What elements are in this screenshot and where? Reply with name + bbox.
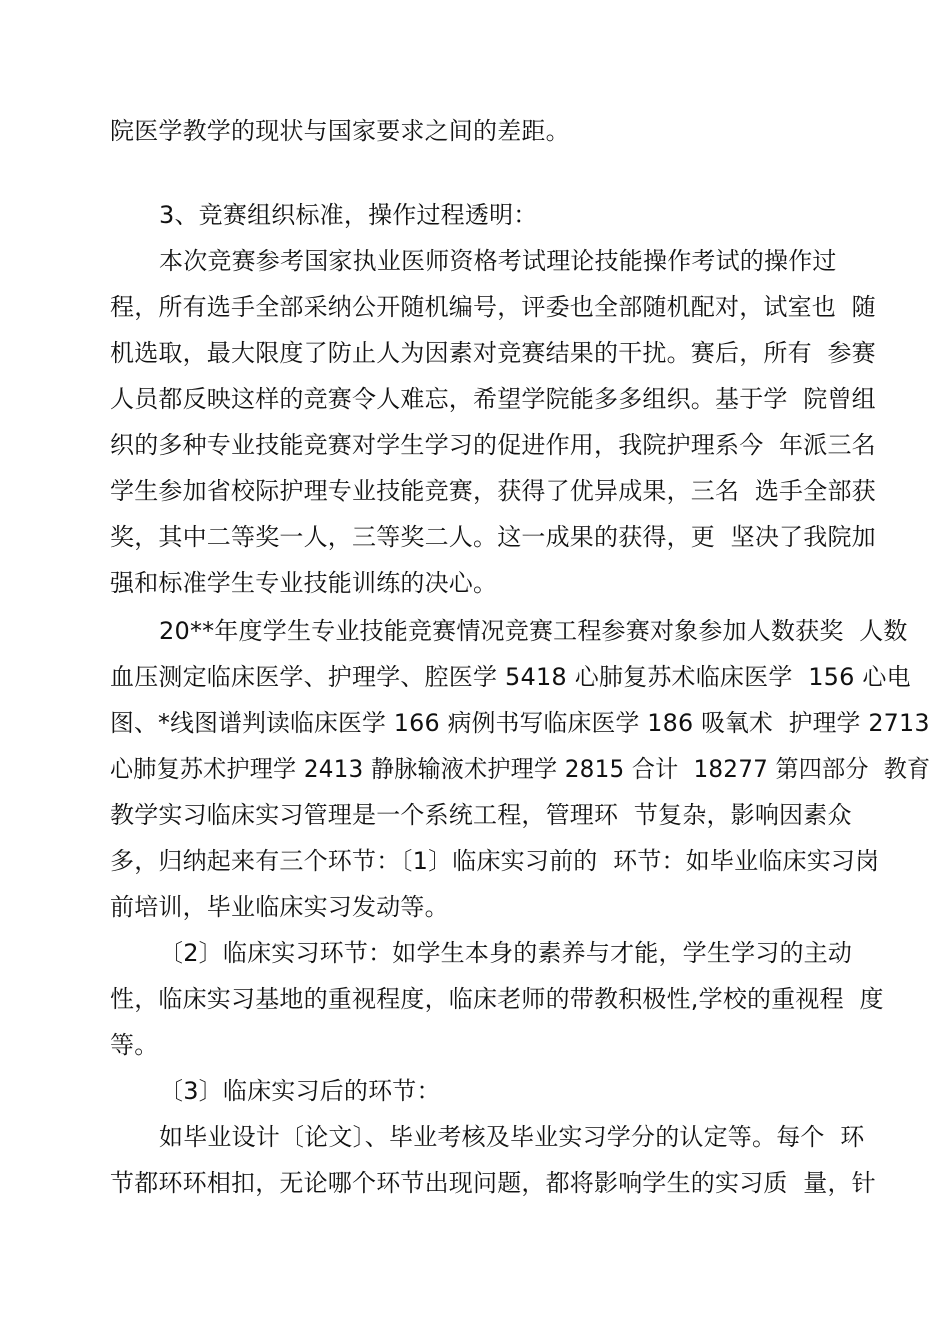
text-line: 20**年度学生专业技能竞赛情况竞赛工程参赛对象参加人数获奖 人数 [159,617,908,645]
text-line: 图、*线图谱判读临床医学 166 病例书写临床医学 186 吸氧术 护理学 2713 [110,709,930,737]
text-line: 〔3〕临床实习后的环节： [159,1077,441,1105]
text-line: 节都环环相扣，无论哪个环节出现问题，都将影响学生的实习质 量，针 [110,1169,876,1197]
text-line: 前培训，毕业临床实习发动等。 [110,893,449,921]
text-line: 〔2〕临床实习环节：如学生本身的素养与才能，学生学习的主动 [159,939,853,967]
text-line: 奖，其中二等奖一人，三等奖二人。这一成果的获得，更 坚决了我院加 [110,523,876,551]
text-line: 如毕业设计〔论文〕、毕业考核及毕业实习学分的认定等。每个 环 [159,1123,865,1151]
text-line: 程，所有选手全部采纳公开随机编号，评委也全部随机配对，试室也 随 [110,293,876,321]
text-line: 教学实习临床实习管理是一个系统工程，管理环 节复杂，影响因素众 [110,801,852,829]
text-line: 多，归纳起来有三个环节：〔1〕临床实习前的 环节：如毕业临床实习岗 [110,847,880,875]
section-heading: 3、竞赛组织标准，操作过程透明： [159,201,538,229]
text-line: 人员都反映这样的竞赛令人难忘，希望学院能多多组织。基于学 院曾组 [110,385,876,413]
text-line: 院医学教学的现状与国家要求之间的差距。 [110,117,570,145]
text-line: 等。 [110,1031,159,1059]
text-line: 血压测定临床医学、护理学、腔医学 5418 心肺复苏术临床医学 156 心电 [110,663,911,691]
text-line: 机选取，最大限度了防止人为因素对竞赛结果的干扰。赛后，所有 参赛 [110,339,876,367]
text-line: 性，临床实习基地的重视程度，临床老师的带教积极性,学校的重视程 度 [110,985,884,1013]
text-line: 本次竞赛参考国家执业医师资格考试理论技能操作考试的操作过 [159,247,837,275]
text-line: 心肺复苏术护理学 2413 静脉输液术护理学 2815 合计 18277 第四部分 教育 [110,755,931,783]
text-line: 织的多种专业技能竞赛对学生学习的促进作用，我院护理系今 年派三名 [110,431,876,459]
text-line: 强和标准学生专业技能训练的决心。 [110,569,498,597]
text-line: 学生参加省校际护理专业技能竞赛，获得了优异成果，三名 选手全部获 [110,477,876,505]
